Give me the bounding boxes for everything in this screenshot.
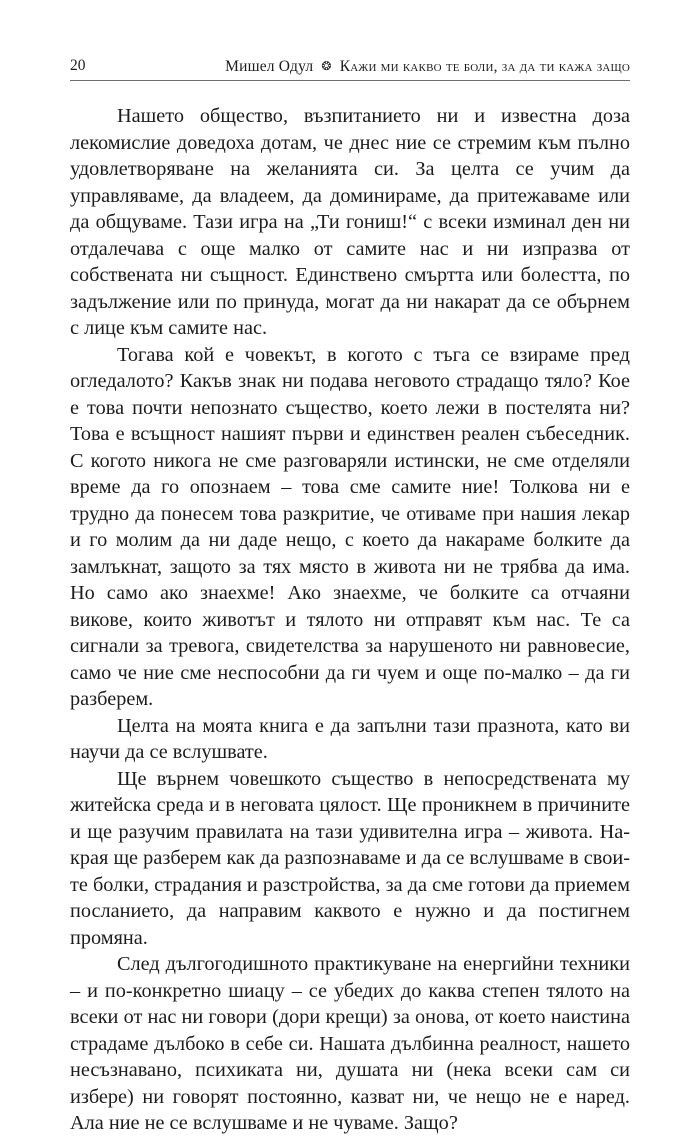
- paragraph-3: Целта на моята книга е да запълни тази празнота, като ви научи да се вслушвате.: [70, 714, 630, 763]
- paragraph-2: Тогава кой е човекът, в когото с тъга се взираме пред огледалото? Какъв знак ни подава неговото страдащо тяло? Кое е това почти непознато същество, което лежи в постелята ни? Това е всъщност нашият първи и единствен реален събеседник. С когото никога не сме разговаряли истински, не сме отделяли време да го опознаем – това сме самите ние! Толкова ни е трудно да понесем това разкритие, че отиваме при нашия лекар и го молим да ни даде нещо, с което да накараме болките да замлъкнат, защото за тях място в живота ни не трябва да има. Но само ако знаехме! Ако знаехме, че болките са отчаяни викове, които животът и тялото ни отправят към нас. Те са сигнали за тревога, свидетелства за нарушеното ни равновесие, само че ние сме неспособни да ги чуем и още по-малко – да ги разберем.: [70, 343, 630, 710]
- body-text: [70, 103, 630, 1137]
- page-number: 20: [70, 57, 86, 74]
- book-title: Кажи ми какво те боли, за да ти кажа защо: [339, 58, 630, 75]
- paragraph-4: Ще върнем човешкото същество в непосредствената му житейска среда и в неговата цялост. Ще проникнем в причините и ще разучим правилата на тази удивителна игра – живота. Накрая ще разберем как да разпознаваме и да се вслушваме в своите болки, страдания и разстройства, за да сме готови да приемем посланието, да направим каквото е нужно и да постигнем промяна.: [70, 767, 630, 949]
- header-rule: [70, 80, 630, 81]
- running-head: [70, 56, 630, 76]
- ornament-separator-icon: ❂: [321, 59, 332, 73]
- paragraph-5: След дългогодишното практикуване на енергийни техники – и по-конкретно шиацу – се убедих до каква степен тялото на всеки от нас ни говори (дори крещи) за онова, от което наистина страдаме дълбоко в себе си. Нашата дълбинна реалност, нашето несъзнавано, психиката ни, душата ни (нека всеки сам си избере) ни говорят постоянно, казват ни, че нещо не е наред. Ала ние не се вслушваме и не чуваме. Защо?: [70, 953, 630, 1134]
- paragraph-1: Нашето общество, възпитанието ни и известна доза лекомислие доведоха дотам, че днес ние се стремим към пълно удовлетворяване на желанията си. За целта се учим да управляваме, да владеем, да доминираме, да притежаваме или да общуваме. Тази игра на „Ти гониш!“ с всеки изминал ден ни отдалечава с още малко от самите нас и ни изпразва от собствената ни същност. Единствено смъртта или болестта, по задължение или по принуда, могат да ни накарат да се обърнем с лице към самите нас.: [70, 105, 630, 339]
- author-name: Мишел Одул: [225, 58, 314, 75]
- running-title: [225, 56, 630, 77]
